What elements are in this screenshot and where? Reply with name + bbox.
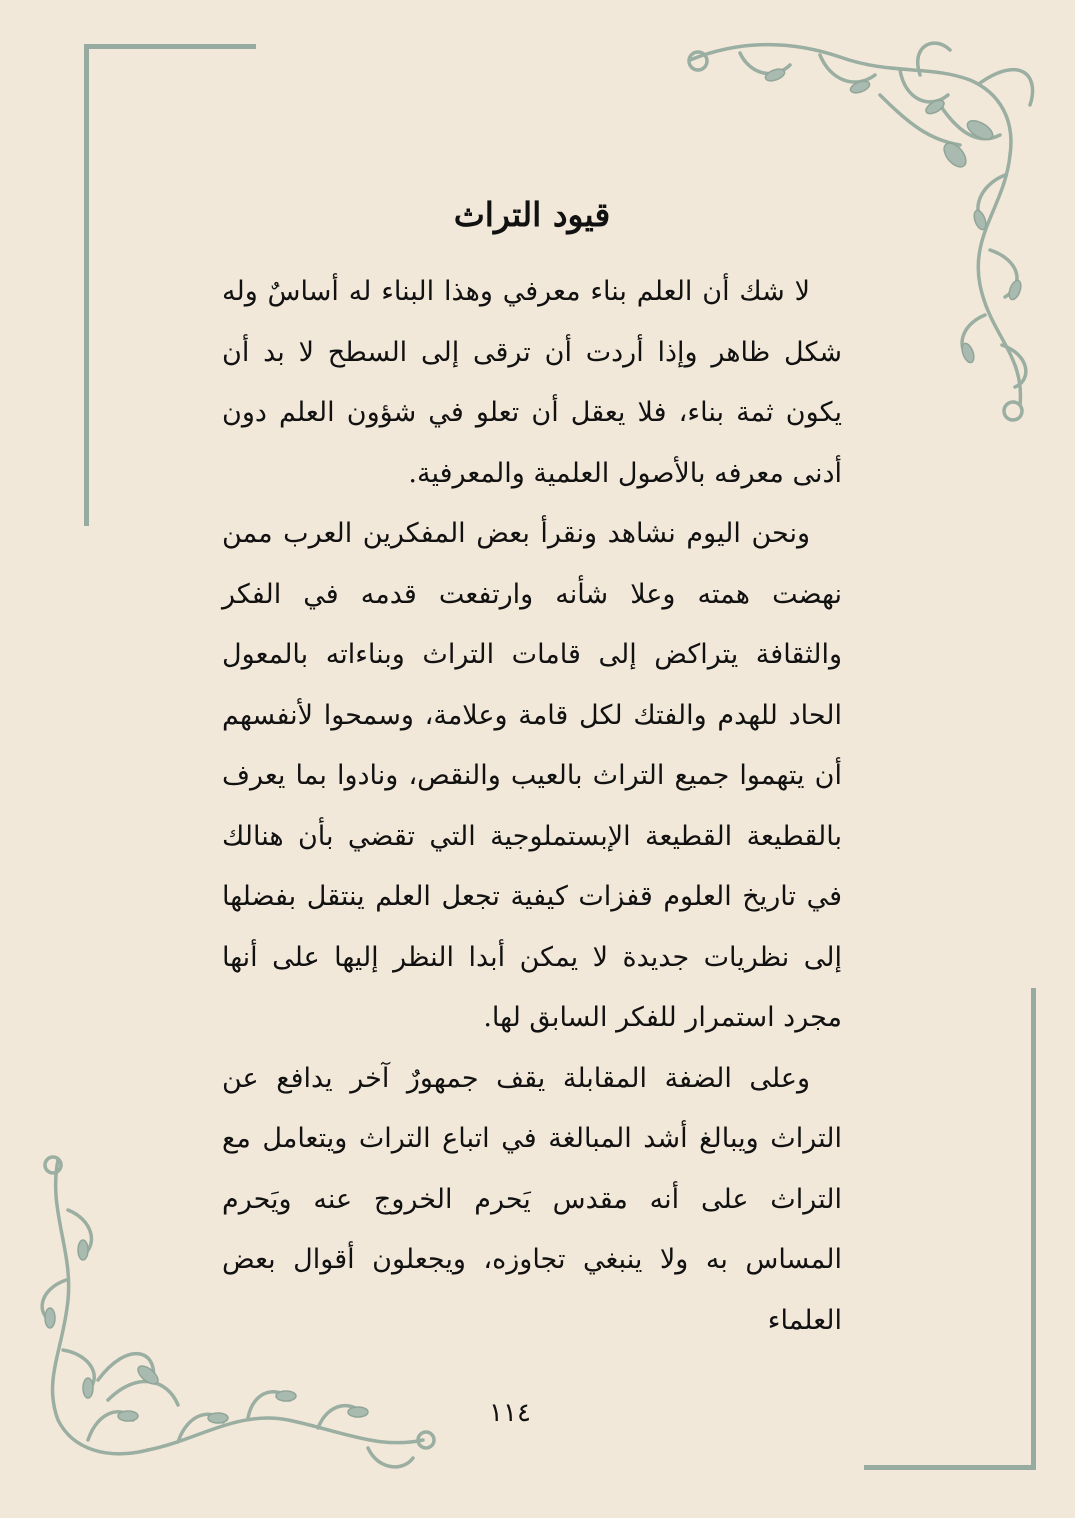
paragraph-2: ونحن اليوم نشاهد ونقرأ بعض المفكرين العرب ممن نهضت همته وعلا شأنه وارتفعت قدمه في الفكر والثقافة يتراكض إلى قامات التراث وبناءاته بالمعول الحاد للهدم والفتك لكل قامة وعلامة، وسمحوا لأنفسهم أن يتهموا جميع التراث بالعيب والنقص، ونادوا بما يعرف بالقطيعة القطيعة الإبستملوجية التي تقضي بأن هنالك في تاريخ العلوم قفزات كيفية تجعل العلم ينتقل بفضلها إلى نظريات جديدة لا يمكن أبدا النظر إليها على أنها مجرد استمرار للفكر السابق لها. <box>222 518 842 1033</box>
frame-bottom-right-horizontal <box>864 1465 1036 1470</box>
paragraph-1: لا شك أن العلم بناء معرفي وهذا البناء له أساسٌ وله شكل ظاهر وإذا أردت أن ترقى إلى السطح لا بد أن يكون ثمة بناء، فلا يعقل أن تعلو في شؤون العلم دون أدنى معرفه بالأصول العلمية والمعرفية. <box>222 276 842 489</box>
page-content <box>222 190 842 1351</box>
frame-top-left-horizontal <box>84 44 256 49</box>
frame-top-left-vertical <box>84 44 89 526</box>
page-title: قيود التراث <box>453 195 611 234</box>
paragraph-3: وعلى الضفة المقابلة يقف جمهورٌ آخر يدافع عن التراث ويبالغ أشد المبالغة في اتباع التراث ويتعامل مع التراث على أنه مقدس يَحرم الخروج عنه ويَحرم المساس به ولا ينبغي تجاوزه، ويجعلون أقوال بعض العلماء <box>222 1062 842 1336</box>
page-number: ١١٤ <box>489 1398 531 1428</box>
frame-bottom-right-vertical <box>1031 988 1036 1470</box>
